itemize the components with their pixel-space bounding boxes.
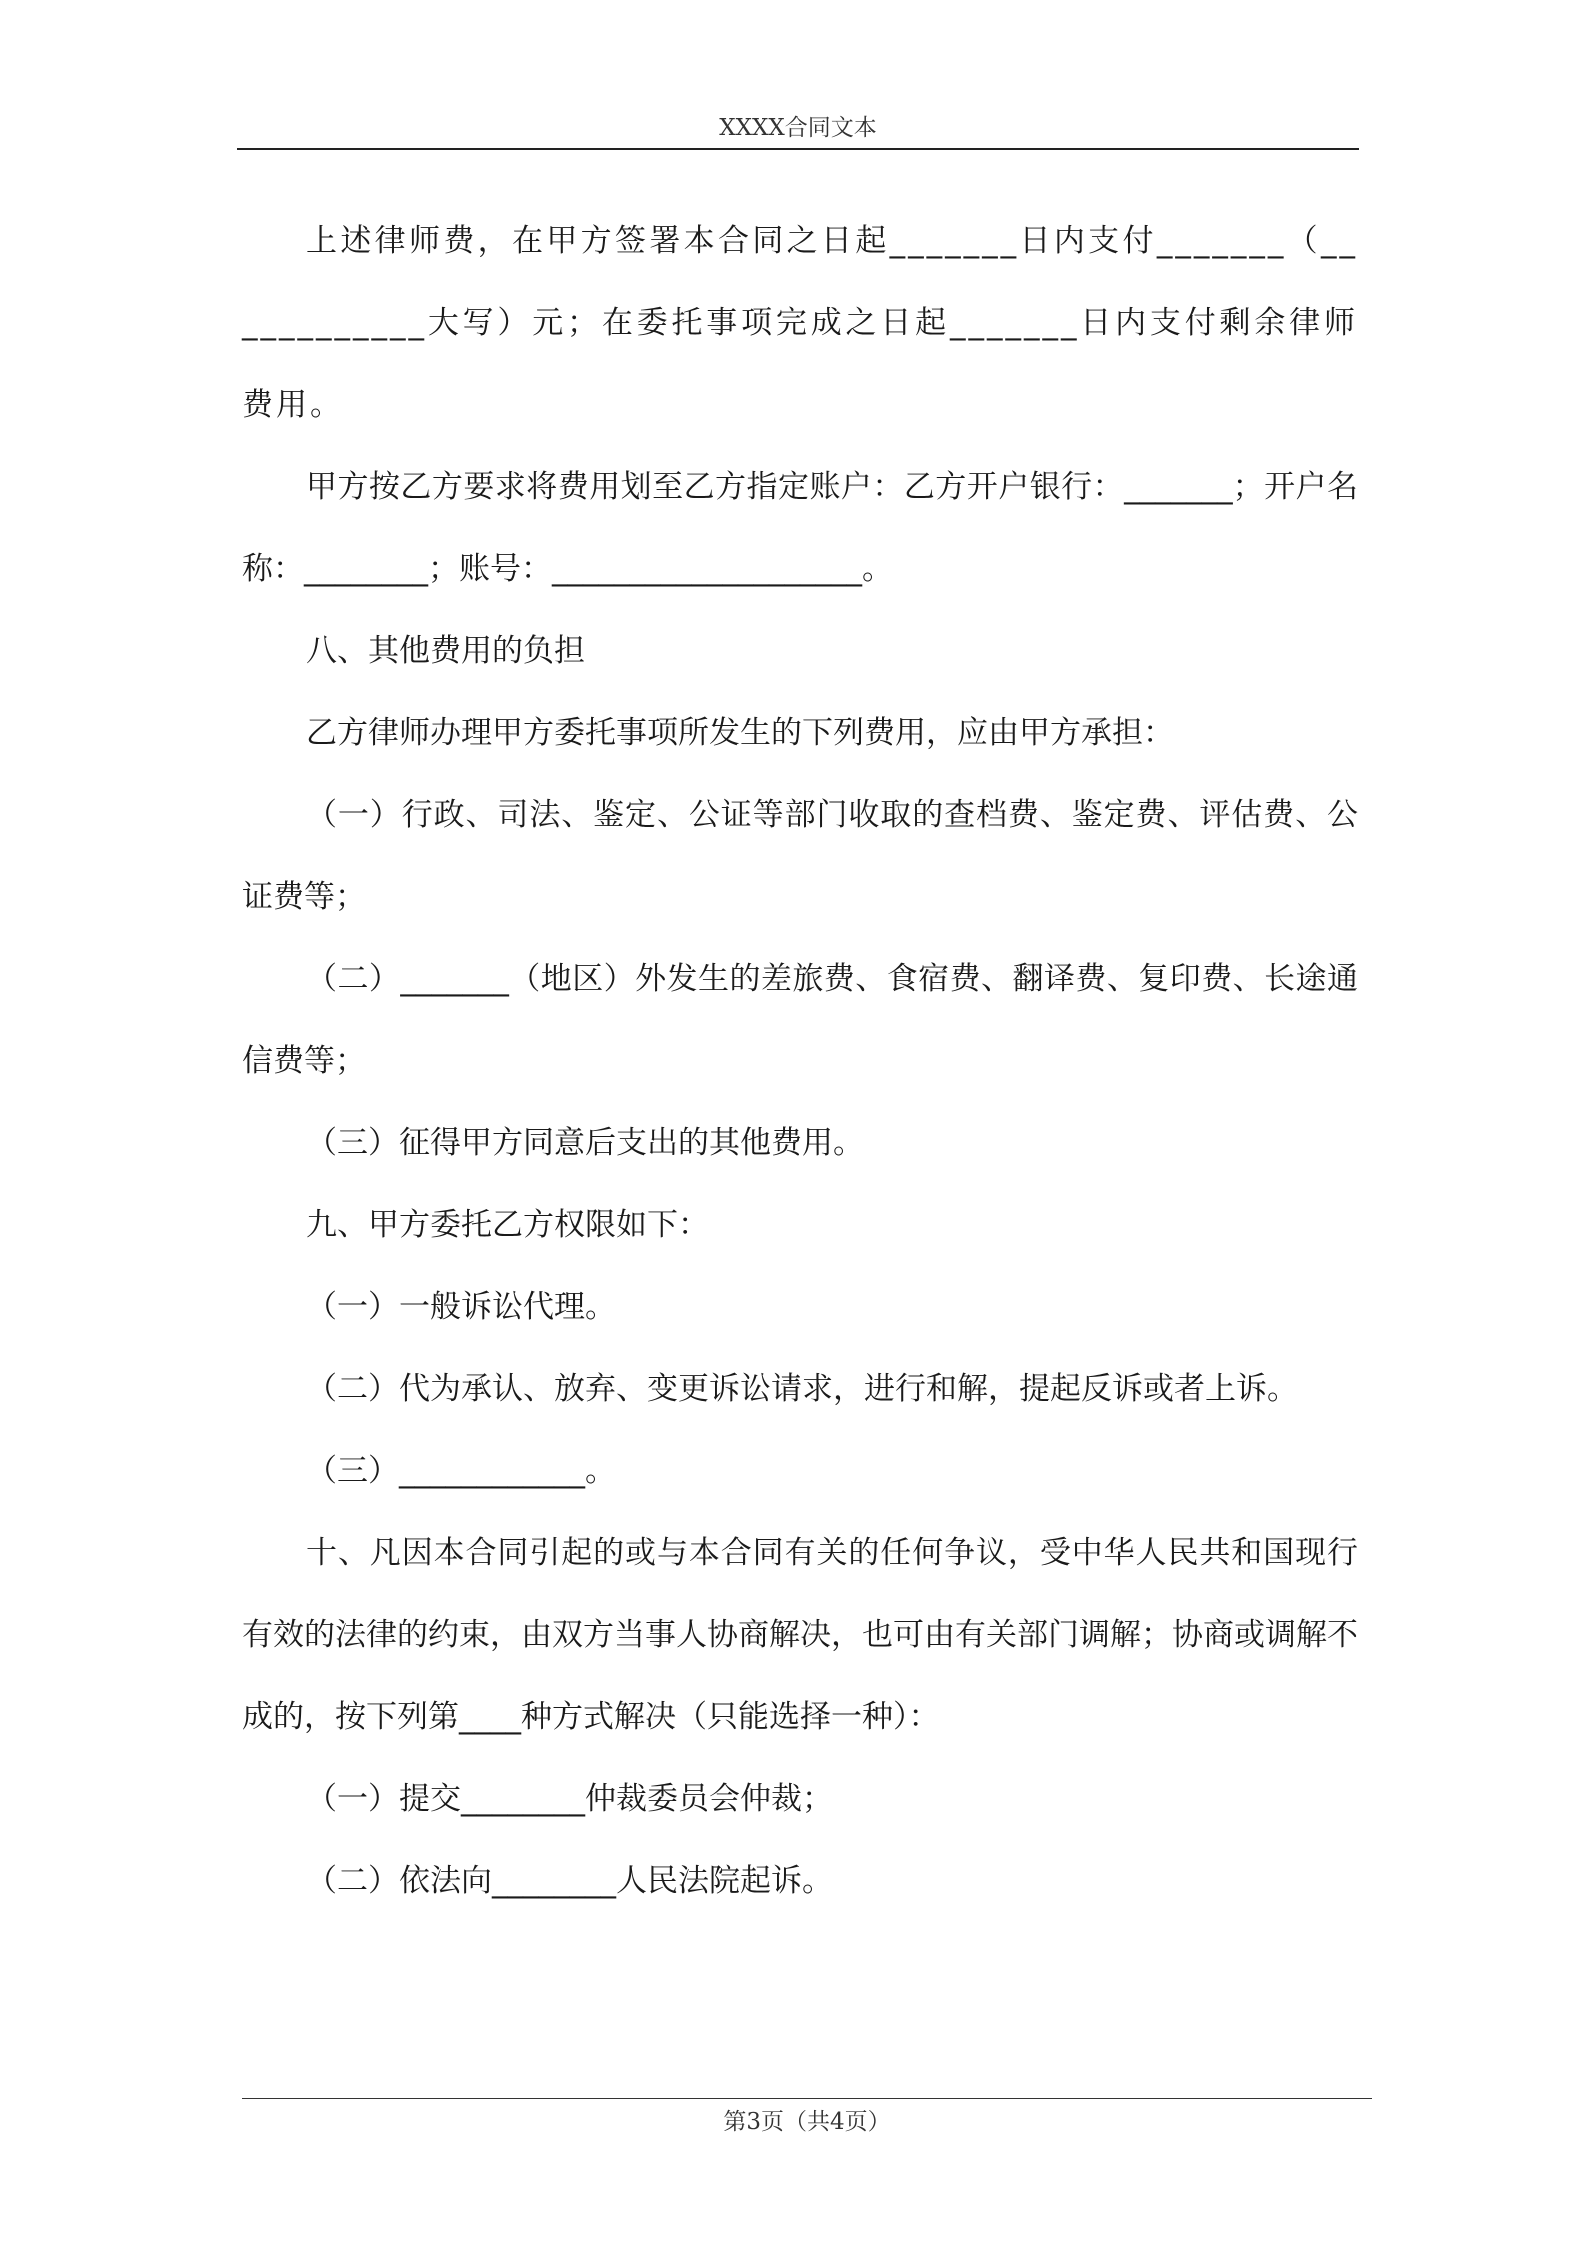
paragraph-costs-borne-by-party-a: 乙方律师办理甲方委托事项所发生的下列费用，应由甲方承担： — [306, 715, 1174, 751]
list-item-dispute-2: （二）依法向________人民法院起诉。 — [306, 1863, 833, 1899]
page-header — [237, 108, 1359, 150]
list-item-cost-2: （二）_______（地区）外发生的差旅费、食宿费、翻译费、复印费、长途通信费等； — [242, 961, 1358, 1079]
section-dispute-resolution: 十、凡因本合同引起的或与本合同有关的任何争议，受中华人民共和国现行有效的法律的约束，由双方当事人协商解决，也可由有关部门调解；协商或调解不成的，按下列第____种方式解决（只能选择一种）： — [242, 1535, 1358, 1735]
section-heading-other-costs: 八、其他费用的负担 — [306, 633, 585, 669]
section-heading-authority: 九、甲方委托乙方权限如下： — [306, 1207, 709, 1243]
list-item-authority-3: （三）____________。 — [306, 1453, 616, 1489]
list-item-cost-1: （一）行政、司法、鉴定、公证等部门收取的查档费、鉴定费、评估费、公证费等； — [242, 797, 1358, 915]
list-item-authority-2: （二）代为承认、放弃、变更诉讼请求，进行和解，提起反诉或者上诉。 — [306, 1371, 1298, 1407]
page-footer — [242, 2098, 1372, 2157]
header-title: XXXX合同文本 — [719, 115, 877, 141]
paragraph-bank-account: 甲方按乙方要求将费用划至乙方指定账户：乙方开户银行：_______；开户名称：________；账号：____________________。 — [242, 469, 1358, 587]
list-item-dispute-1: （一）提交________仲裁委员会仲裁； — [306, 1781, 833, 1817]
list-item-cost-3: （三）征得甲方同意后支出的其他费用。 — [306, 1125, 864, 1161]
page-number: 第3页（共4页） — [723, 2109, 891, 2135]
list-item-authority-1: （一）一般诉讼代理。 — [306, 1289, 616, 1325]
contract-body — [242, 200, 1358, 1922]
paragraph-lawyer-fee-payment: 上述律师费，在甲方签署本合同之日起_______日内支付_______（____________大写）元；在委托事项完成之日起_______日内支付剩余律师费用。 — [242, 223, 1358, 423]
